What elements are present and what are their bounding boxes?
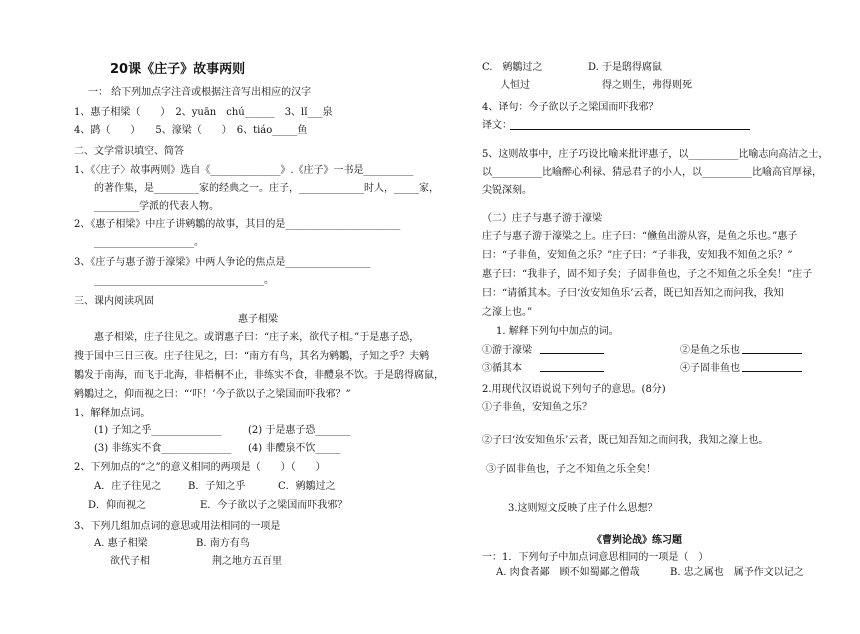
cao-gui-question-1: 一：1．下列句子中加点词意思相同的一项是（ ） <box>482 552 709 563</box>
question-3-option-a-line-1: A. 惠子相梁 <box>94 538 148 549</box>
option-c-line-1: C. 鹓鶵过之 <box>482 62 543 73</box>
cao-gui-section-title: 《曹刿论战》练习题 <box>592 535 682 546</box>
section-2-heading: 二、文学常识填空、简答 <box>74 146 184 157</box>
sub-question-1-item-3: ③循其本 <box>482 363 522 374</box>
question-2-option-c: C．鹓鶵过之 <box>278 481 336 492</box>
section-2-q3-line-a: 3、《庄子与惠子游于濠梁》中两人争论的焦点是_________________ <box>74 257 371 268</box>
translation-answer-line <box>510 129 750 130</box>
sub-question-1-item-2: ②是鱼之乐也 <box>680 345 740 356</box>
sub-question-2-item-1: ①子非鱼，安知鱼之乐？ <box>482 402 592 413</box>
section-2-q1-line-b: 的著作集，是_________家的经典之一。庄子，_____________时人，_____家， <box>94 183 439 194</box>
passage-2-line-4: 曰：“请循其本。子曰‘汝安知鱼乐’云者，既已知吾知之而问我，我知 <box>482 288 784 299</box>
section-1-line-1: 1、惠子相梁（ ） 2、yuān chú______ 3、lǐ___泉 <box>74 107 333 118</box>
section-2-q1-line-c: _________学派的代表人物。 <box>94 201 219 212</box>
sub-question-2-heading: 2.用现代汉语说说下列句子的意思。(8分) <box>482 384 666 395</box>
section-2-q1-line-a: 1、《〈庄子〉故事两则》选自《______________》.《庄子》一书是__________ <box>74 165 414 176</box>
question-1-item-1: (1) 子知之乎______________ <box>94 425 222 436</box>
question-3-option-b-line-1: B. 南方有鸟 <box>196 538 250 549</box>
question-2-heading: 2、下列加点的“之”的意义相同的两项是（ ）（ ） <box>74 462 326 473</box>
passage-title: 惠子相梁 <box>238 314 278 325</box>
question-5-line-2: 以__________比喻醉心利禄、猜忌君子的小人，以__________比喻高官厚禄， <box>482 167 822 178</box>
answer-line-3 <box>540 371 604 372</box>
passage-2-line-2: 曰：“子非鱼，安知鱼之乐？”庄子曰：“子非我，安知我不知鱼之乐？” <box>482 250 793 261</box>
question-3-option-a-line-2: 欲代子相 <box>110 556 150 567</box>
question-1-item-4: (4) 非醴泉不饮_____ <box>248 443 341 454</box>
question-4: 4、译句：今子欲以子之梁国而吓我邪？ <box>482 102 659 113</box>
option-d-line-2: 得之则生，弗得则死 <box>602 80 692 91</box>
passage-line-2: 搜于国中三日三夜。庄子往见之，曰：“南方有鸟，其名为鹓鶵，子知之乎？夫鹓 <box>74 351 430 362</box>
sub-question-2-item-2: ②子曰‘汝安知鱼乐’云者，既已知吾知之而问我，我知之濠上也。 <box>482 435 769 446</box>
worksheet-title: 20课《庄子》故事两则 <box>110 62 246 77</box>
sub-question-3: 3.这则短文反映了庄子什么思想？ <box>508 503 658 514</box>
question-4-translation-label: 译文： <box>482 120 512 131</box>
section-1-heading: 一： 给下列加点字注音或根据注音写出相应的汉字 <box>88 87 312 98</box>
section-1-line-2: 4、鹍（ ） 5、濠梁（ ） 6、tiáo_____鱼 <box>74 125 308 136</box>
passage-2-line-1: 庄子与惠子游于濠梁之上。庄子曰：“儵鱼出游从容，是鱼之乐也。”惠子 <box>482 231 798 242</box>
question-5-line-1: 5、这则故事中，庄子巧设比喻来批评惠子，以__________比喻志向高洁之士， <box>482 149 829 160</box>
answer-line-1 <box>540 353 604 354</box>
option-c-line-2: 人恒过 <box>500 80 530 91</box>
question-2-option-b: B．子知之乎 <box>188 481 246 492</box>
passage-line-3: 鶵发于南海，而飞于北海，非梧桐不止，非练实不食，非醴泉不饮。于是鸱得腐鼠， <box>74 370 444 381</box>
cao-gui-option-a: A. 肉食者鄙 顾不如蜀鄙之僧哉 <box>496 567 640 578</box>
sub-question-2-item-3: ③子固非鱼也，子之不知鱼之乐全矣！ <box>486 464 656 475</box>
passage-2-line-3: 惠子曰：“我非子，固不知子矣；子固非鱼也，子之不知鱼之乐全矣！”庄子 <box>482 269 813 280</box>
answer-line-2 <box>742 353 802 354</box>
question-5-line-3: 尖锐深刻。 <box>482 185 532 196</box>
question-1-heading: 1、解释加点词。 <box>74 408 151 419</box>
section-2-q3-line-b: __________________________________。 <box>94 275 274 286</box>
option-d-line-1: D. 于是鸱得腐鼠 <box>588 62 663 73</box>
passage-line-1: 惠子相梁，庄子往见之。或谓惠子曰：“庄子来，欲代子相。”于是惠子恐， <box>94 332 420 343</box>
sub-question-1-heading: 1. 解释下列句中加点的词。 <box>496 326 619 337</box>
section-2-passage-heading: （二）庄子与惠子游于濠梁 <box>482 213 602 224</box>
section-2-q2-line-a: 2、《惠子相梁》中庄子讲鹓鶵的故事，其目的是_______________________ <box>74 219 401 230</box>
section-3-heading: 三、课内阅读巩固 <box>74 296 154 307</box>
sub-question-1-item-4: ④子固非鱼也 <box>680 363 740 374</box>
question-2-option-a: A．庄子往见之 <box>94 481 162 492</box>
question-2-option-e: E．今子欲以子之梁国而吓我邪？ <box>200 500 348 511</box>
question-1-item-2: (2) 于是惠子恐_______ <box>248 425 351 436</box>
passage-line-4: 鹓鶵过之，仰而视之曰：“‘吓！’今子欲以子之梁国而吓我邪？” <box>74 389 351 400</box>
sub-question-1-item-1: ①游于濠梁 <box>482 345 532 356</box>
question-3-heading: 3、下列几组加点词的意思或用法相同的一项是 <box>74 521 281 532</box>
question-2-option-d: D．仰而视之 <box>88 500 147 511</box>
question-1-item-3: (3) 非练实不食______________ <box>94 443 232 454</box>
cao-gui-option-b: B. 忠之属也 属予作文以记之 <box>670 567 804 578</box>
section-2-q2-line-b: ____________________。 <box>94 237 204 248</box>
question-3-option-b-line-2: 荆之地方五百里 <box>212 556 282 567</box>
answer-line-4 <box>742 371 802 372</box>
passage-2-line-5: 之濠上也。” <box>482 307 533 318</box>
